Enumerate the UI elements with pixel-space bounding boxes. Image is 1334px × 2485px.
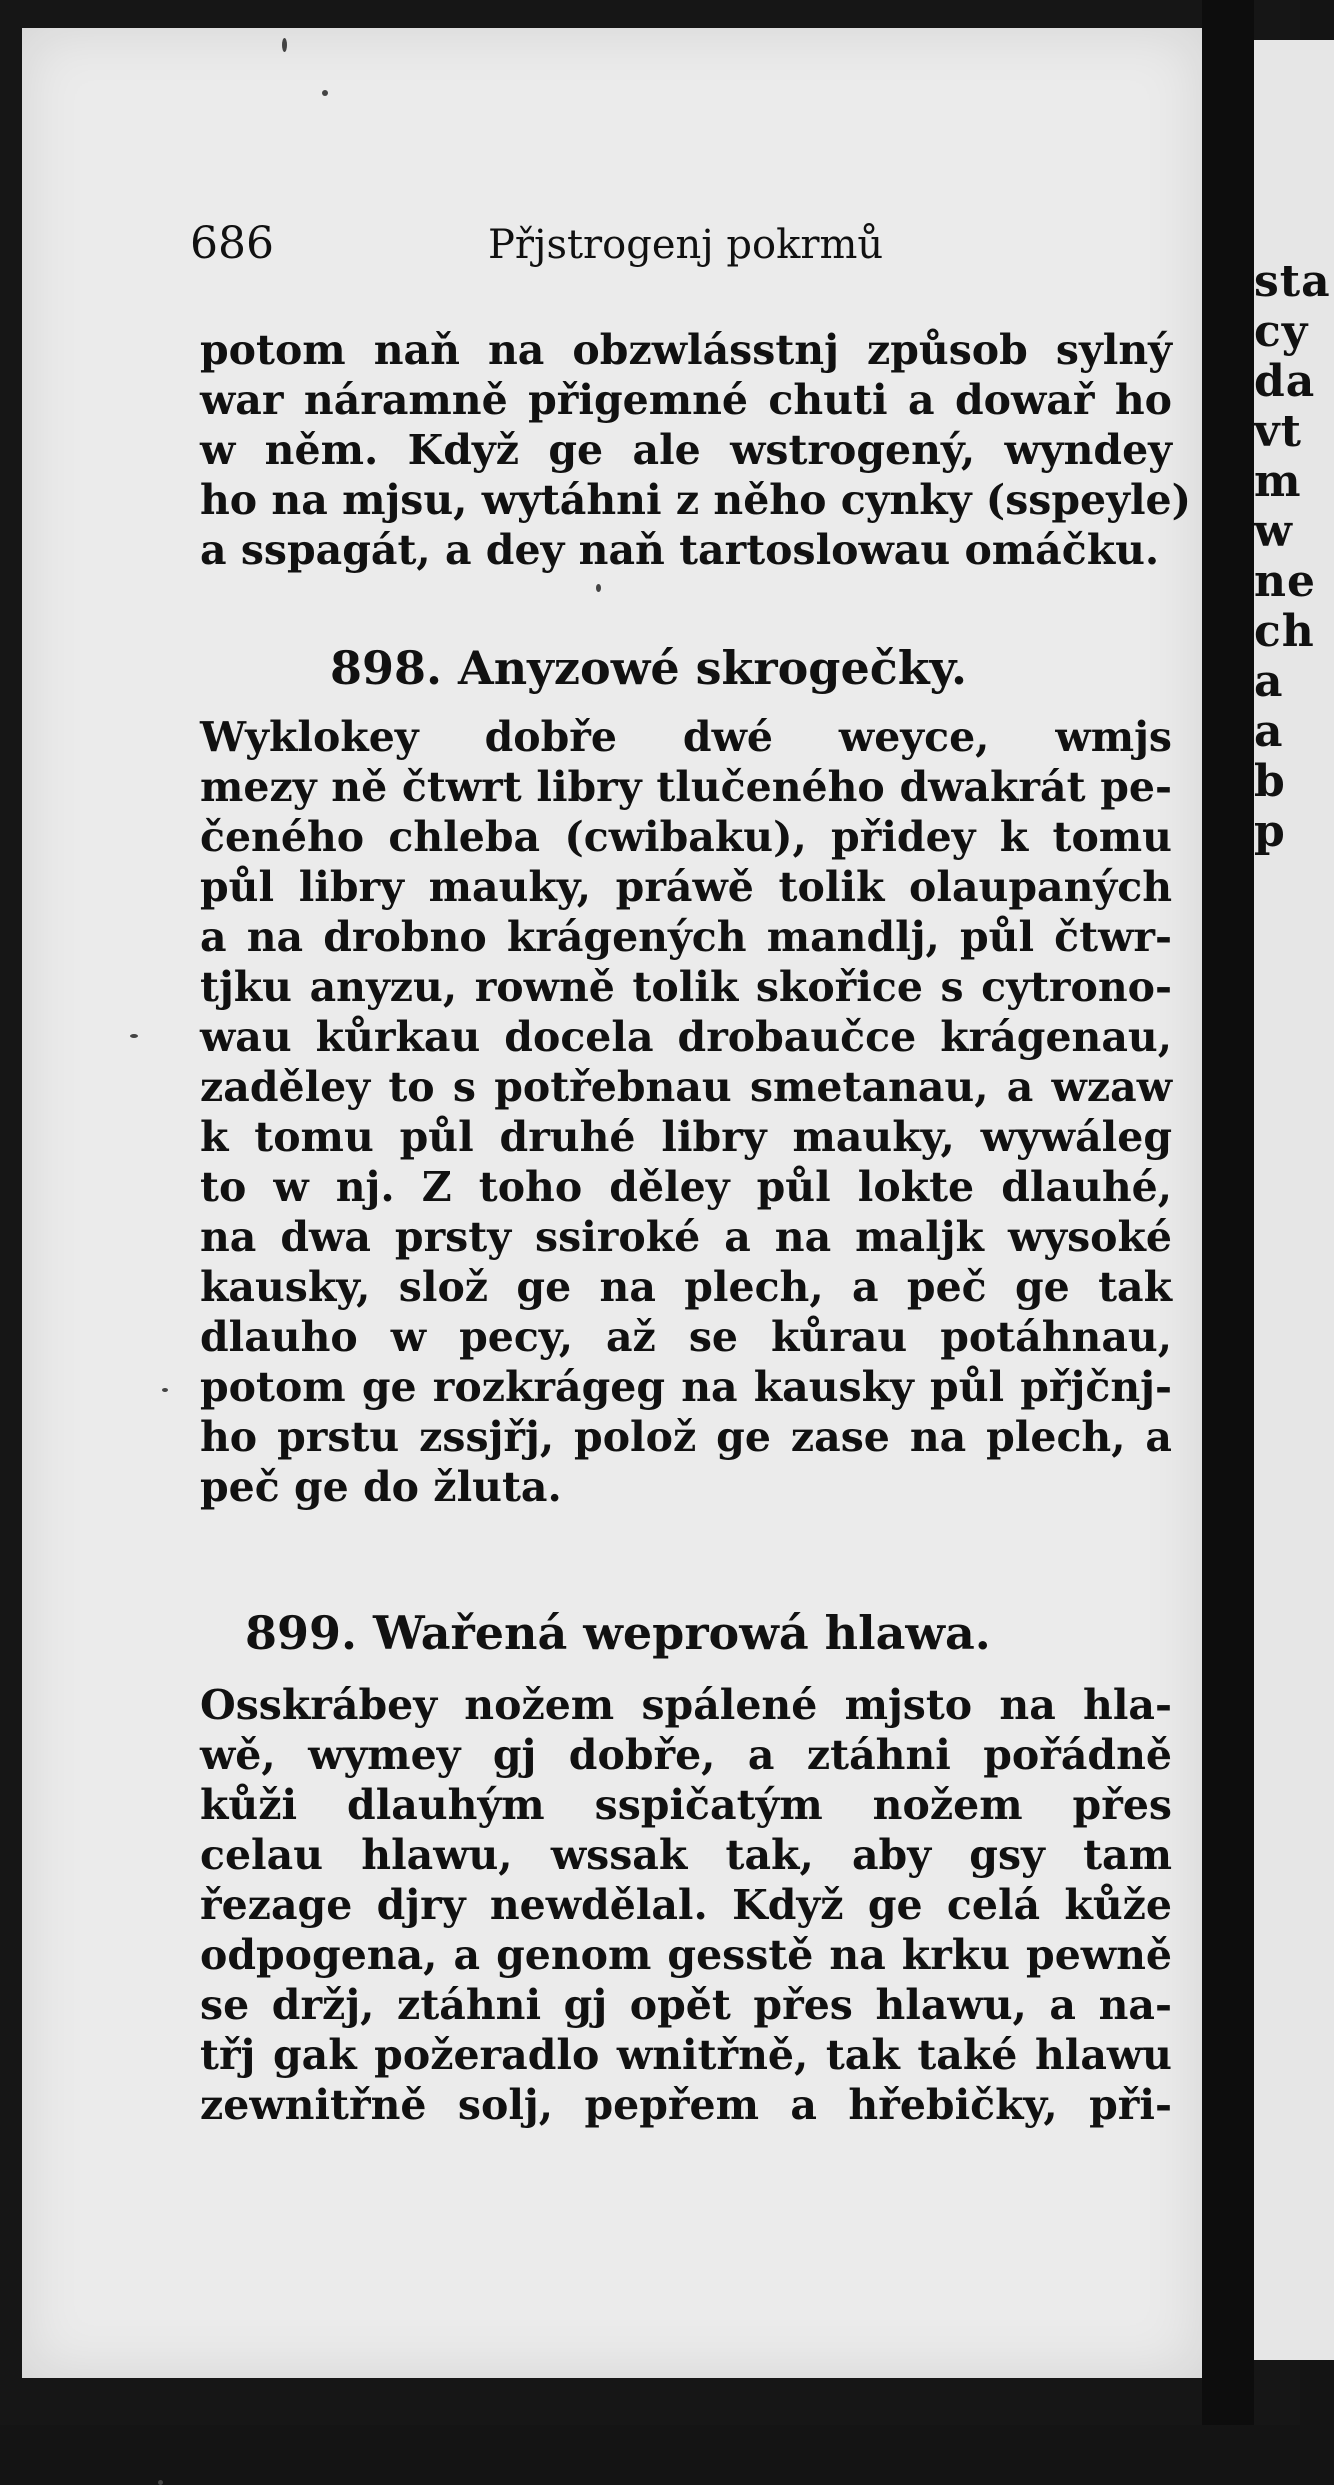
facing-page-edge xyxy=(1254,40,1334,2360)
running-title: Přjstrogenj pokrmů xyxy=(488,222,884,268)
book-gutter xyxy=(1202,0,1254,2425)
text-line: řezage djry newdělal. Když ge celá kůže xyxy=(200,1881,1172,1929)
text-line: na dwa prsty ssiroké a na maljk wysoké xyxy=(200,1213,1172,1261)
paper-speck xyxy=(130,1034,138,1038)
facing-page-fragment: cy xyxy=(1254,306,1309,357)
facing-page-fragment: a xyxy=(1254,656,1284,707)
facing-page-fragment: ch xyxy=(1254,606,1315,657)
text-line: peč ge do žluta. xyxy=(200,1463,562,1511)
facing-page-fragment: w xyxy=(1254,506,1293,557)
text-line: zewnitřně solj, pepřem a hřebičky, při- xyxy=(200,2081,1172,2129)
text-line: třj gak požeradlo wnitřně, tak také hlawu xyxy=(200,2031,1172,2079)
facing-page-fragment: ne xyxy=(1254,556,1316,607)
text-line: ho prstu zssjřj, polož ge zase na plech, a xyxy=(200,1413,1172,1461)
text-line: wau kůrkau docela drobaučce krágenau, xyxy=(200,1013,1172,1061)
paper-speck xyxy=(322,90,328,96)
text-line: kůži dlauhým sspičatým nožem přes xyxy=(200,1781,1172,1829)
page-number: 686 xyxy=(190,218,274,269)
text-line: dlauho w pecy, až se kůrau potáhnau, xyxy=(200,1313,1172,1361)
paper-speck xyxy=(162,1388,168,1392)
recipe-899-heading: 899. Wařená weprowá hlawa. xyxy=(245,1606,991,1660)
text-line: to w nj. Z toho děley půl lokte dlauhé, xyxy=(200,1163,1172,1211)
text-line: a na drobno krágených mandlj, půl čtwr- xyxy=(200,913,1172,961)
text-line: w něm. Když ge ale wstrogený, wyndey xyxy=(200,426,1172,474)
facing-page-fragment: a xyxy=(1254,706,1284,757)
facing-page-fragment: m xyxy=(1254,456,1302,507)
text-line: potom ge rozkrágeg na kausky půl přjčnj- xyxy=(200,1363,1172,1411)
text-line: kausky, slož ge na plech, a peč ge tak xyxy=(200,1263,1172,1311)
text-line: celau hlawu, wssak tak, aby gsy tam xyxy=(200,1831,1172,1879)
paper-speck xyxy=(282,38,287,52)
text-line: k tomu půl druhé libry mauky, wywáleg xyxy=(200,1113,1172,1161)
paper-speck xyxy=(596,584,601,592)
text-line: se držj, ztáhni gj opět přes hlawu, a na- xyxy=(200,1981,1172,2029)
text-line: wě, wymey gj dobře, a ztáhni pořádně xyxy=(200,1731,1172,1779)
facing-page-fragment: da xyxy=(1254,356,1316,407)
facing-page-fragment: b xyxy=(1254,756,1286,807)
text-line: Osskrábey nožem spálené mjsto na hla- xyxy=(200,1681,1172,1729)
facing-page-fragment: vt xyxy=(1254,406,1302,457)
text-line: mezy ně čtwrt libry tlučeného dwakrát pe- xyxy=(200,763,1172,811)
facing-page-fragment: p xyxy=(1254,806,1286,857)
text-line: Wyklokey dobře dwé weyce, wmjs xyxy=(200,713,1172,761)
text-line: potom naň na obzwlásstnj způsob sylný xyxy=(200,326,1172,374)
recipe-898-heading: 898. Anyzowé skrogečky. xyxy=(330,641,968,695)
text-line: a sspagát, a dey naň tartoslowau omáčku. xyxy=(200,526,1160,574)
text-line: čeného chleba (cwibaku), přidey k tomu xyxy=(200,813,1172,861)
text-line: odpogena, a genom gesstě na krku pewně xyxy=(200,1931,1172,1979)
text-line: tjku anyzu, rowně tolik skořice s cytrono- xyxy=(200,963,1172,1011)
paper-speck xyxy=(158,2480,163,2485)
text-line: půl libry mauky, práwě tolik olaupaných xyxy=(200,863,1172,911)
facing-page-fragment: sta xyxy=(1254,256,1331,307)
text-line: zaděley to s potřebnau smetanau, a wzaw xyxy=(200,1063,1172,1111)
text-line: war náramně přigemné chuti a dowař ho xyxy=(200,376,1172,424)
text-line: ho na mjsu, wytáhni z něho cynky (sspeyle) xyxy=(200,476,1192,524)
